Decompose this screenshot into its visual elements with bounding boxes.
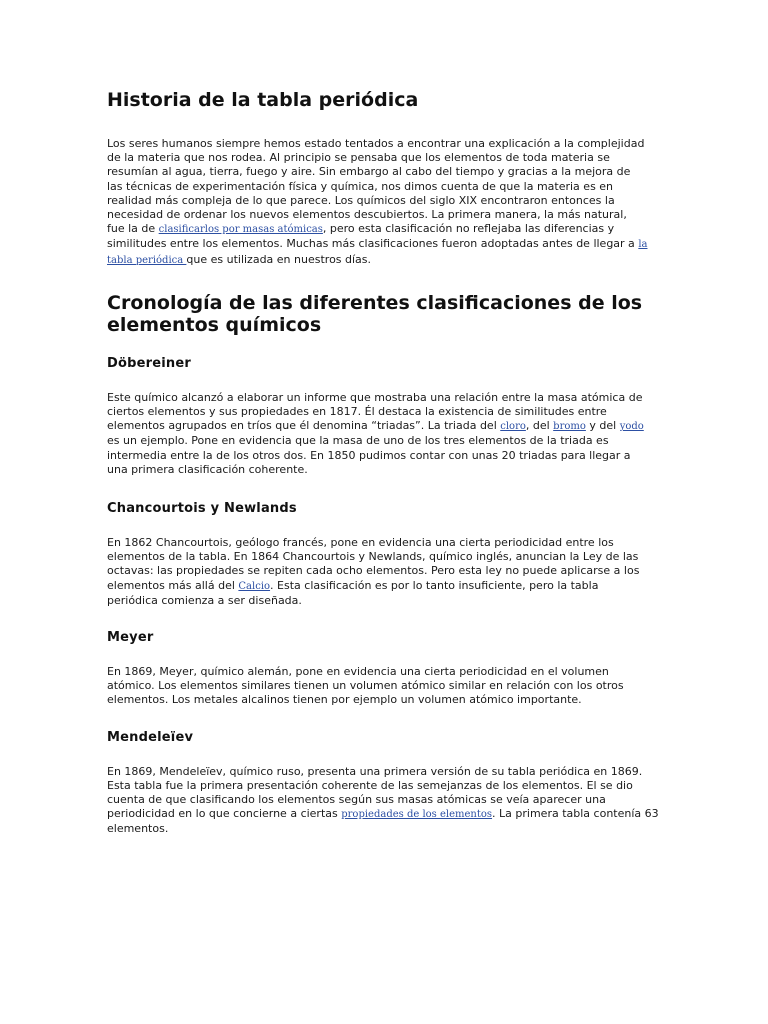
text-line: En 1869, Meyer, químico alemán, pone en evidencia una cierta periodicidad en el volumen: [107, 665, 609, 679]
link-yodo[interactable]: yodo: [619, 421, 644, 433]
text-line: Esta tabla fue la primera presentación coherente de las semejanzas de los elementos. El se dio: [107, 778, 633, 792]
text-line: elementos.: [107, 822, 169, 836]
text-line: En 1869, Mendeleïev, químico ruso, presenta una primera versión de su tabla periódica en 1869.: [107, 764, 643, 778]
link-bromo[interactable]: bromo: [553, 421, 586, 433]
text-line: resumían al agua, tierra, fuego y aire. Sin embargo al cabo del tiempo y gracias a la mejora de: [107, 165, 631, 179]
text-line: periódica comienza a ser diseñada.: [107, 593, 302, 607]
text-line: cuenta de que clasificando los elementos según sus masas atómicas se veía aparecer una: [107, 793, 606, 807]
subheading-meyer: Meyer: [107, 630, 154, 646]
text-span: fue la de: [107, 222, 159, 236]
text-line: de la materia que nos rodea. Al principio se pensaba que los elementos de toda materia se: [107, 151, 610, 165]
text-line: [107, 807, 667, 822]
text-line: [107, 419, 667, 434]
text-span: y del: [585, 419, 620, 433]
text-span: , pero esta clasificación no reflejaba las diferencias y: [322, 222, 615, 236]
text-span: periodicidad en lo que concierne a ciertas: [107, 807, 342, 821]
text-span: similitudes entre los elementos. Muchas más clasificaciones fueron adoptadas antes de llegar a: [107, 237, 639, 251]
mendeleiev-paragraph: [107, 765, 667, 837]
page-title: Historia de la tabla periódica: [107, 89, 419, 111]
section-heading-line: elementos químicos: [107, 313, 322, 336]
meyer-paragraph: [107, 665, 667, 708]
text-line: [107, 222, 667, 237]
text-line: es un ejemplo. Pone en evidencia que la masa de uno de los tres elementos de la triada es: [107, 434, 609, 448]
text-span: que es utilizada en nuestros días.: [186, 252, 372, 266]
text-line: Los seres humanos siempre hemos estado tentados a encontrar una explicación a la complejidad: [107, 137, 645, 150]
text-line: [107, 253, 667, 268]
subheading-dobereiner: Döbereiner: [107, 355, 192, 371]
dobereiner-paragraph: [107, 391, 667, 477]
text-span: . Esta clasificación es por lo tanto insuficiente, pero la tabla: [270, 578, 599, 592]
text-span: elementos más allá del: [107, 578, 239, 592]
document-page: [107, 88, 667, 855]
link-cloro[interactable]: cloro: [500, 421, 526, 433]
text-span: . La primera tabla contenía 63: [492, 807, 659, 821]
text-line: [107, 579, 667, 594]
text-line: atómico. Los elementos similares tienen un volumen atómico similar en relación con los otros: [107, 679, 624, 693]
text-line: realidad más compleja de lo que parece. Los químicos del siglo XIX encontraron entonces la: [107, 193, 615, 207]
section-heading: [107, 292, 667, 336]
link-propiedades[interactable]: propiedades de los elementos: [341, 809, 493, 821]
text-line: elementos de la tabla. En 1864 Chancourtois y Newlands, químico inglés, anuncian la Ley de las: [107, 550, 639, 564]
text-line: Este químico alcanzó a elaborar un informe que mostraba una relación entre la masa atómica de: [107, 390, 643, 404]
link-tabla-periodica[interactable]: la: [638, 239, 648, 251]
text-span: , del: [525, 419, 554, 433]
text-line: elementos. Los metales alcalinos tienen por ejemplo un volumen atómico importante.: [107, 693, 582, 707]
intro-paragraph: [107, 137, 667, 268]
text-line: las técnicas de experimentación física y química, nos dimos cuenta de que la materia es en: [107, 179, 614, 193]
subheading-chancourtois-newlands: Chancourtois y Newlands: [107, 501, 297, 517]
text-line: En 1862 Chancourtois, geólogo francés, pone en evidencia una cierta periodicidad entre los: [107, 536, 614, 550]
text-line: una primera clasificación coherente.: [107, 462, 308, 476]
text-line: intermedia entre la de los otros dos. En 1850 pudimos contar con unas 20 triadas para llegar a: [107, 448, 631, 462]
section-heading-line: Cronología de las diferentes clasificaciones de los: [107, 291, 643, 314]
text-line: necesidad de ordenar los nuevos elementos descubiertos. La primera manera, la más natural,: [107, 208, 627, 222]
chancourtois-paragraph: [107, 536, 667, 608]
text-line: ciertos elementos y sus propiedades en 1817. Él destaca la existencia de similitudes entre: [107, 405, 607, 419]
text-span: elementos agrupados en tríos que él denomina “triadas”. La triada del: [107, 419, 501, 433]
link-calcio[interactable]: Calcio: [238, 580, 271, 592]
link-tabla-periodica-cont[interactable]: tabla periódica: [107, 254, 187, 266]
text-line: octavas: las propiedades se repiten cada ocho elementos. Pero esta ley no puede aplicarse a los: [107, 564, 640, 578]
link-masas-atomicas[interactable]: clasificarlos por masas atómicas: [158, 224, 323, 236]
text-line: [107, 237, 667, 252]
subheading-mendeleiev: Mendeleïev: [107, 729, 194, 745]
